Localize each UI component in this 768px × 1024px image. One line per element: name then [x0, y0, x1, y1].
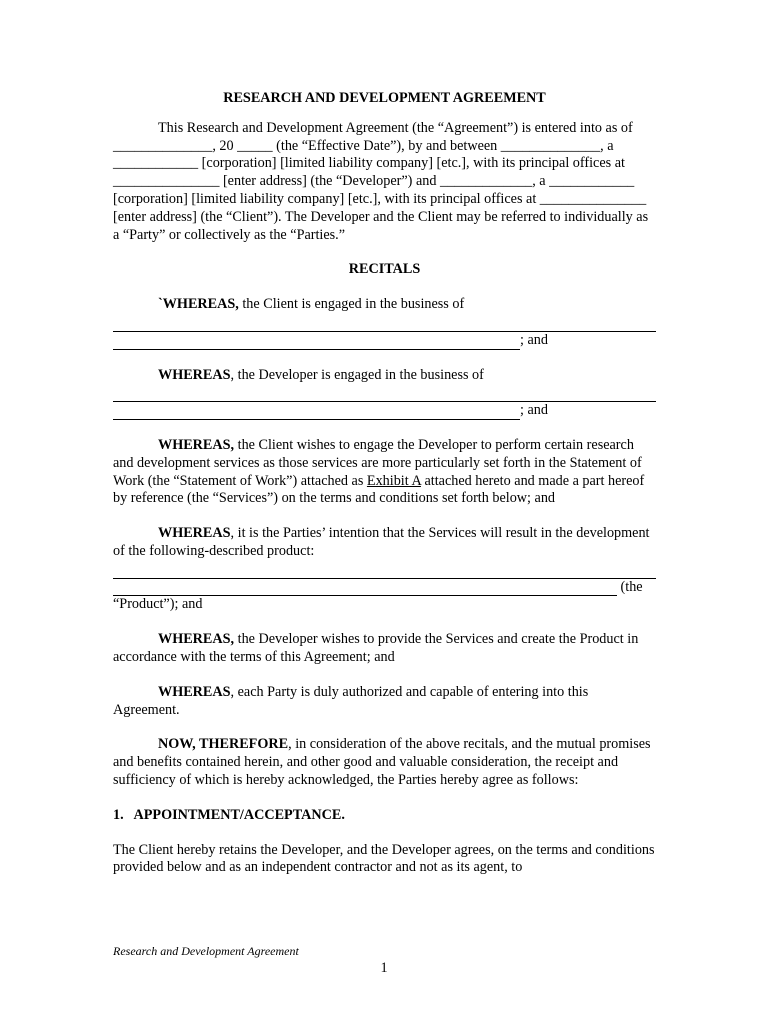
recital-after: “Product”); and	[113, 596, 203, 613]
page-number: 1	[380, 960, 388, 976]
recital-tail: ; and	[520, 402, 548, 419]
recital-lead: WHEREAS	[158, 683, 231, 700]
recital-services	[113, 437, 656, 508]
recital-product	[113, 525, 656, 614]
recital-authorized	[113, 684, 656, 720]
section-1-heading: 1. APPOINTMENT/ACCEPTANCE.	[113, 806, 345, 823]
now-therefore-text: , in consideration of the above recitals, and the mutual promises and benefits contained herein, and other good and valuable consideration, the receipt and sufficiency of which is hereby acknowledged, the Parties hereby agree as follows:	[113, 736, 651, 788]
recital-lead: WHEREAS	[158, 525, 231, 542]
recital-developer-business	[113, 367, 656, 420]
intro-paragraph: This Research and Development Agreement (the “Agreement”) is entered into as of ______________, 20 _____ (the “Effective Date”), by and between ______________, a ____________ [corporation] [limited liability company] [etc.], with its principal offices at _______________ [enter address] (the “Developer”) and _____________, a ____________ [corporation] [limited liability company] [etc.], with its principal offices at _______________ [enter address] (the “Client”). The Developer and the Client may be referred to individually as a “Party” or collectively as the “Parties.”	[113, 119, 649, 243]
section-1-text: The Client hereby retains the Developer, and the Developer agrees, on the terms and conditions provided below and as an independent contractor and not as its agent, to	[113, 841, 655, 876]
recital-text: , each Party is duly authorized and capable of entering into this Agreement.	[113, 683, 589, 718]
recital-developer-wishes	[113, 631, 656, 667]
fill-in-line	[113, 384, 656, 402]
recitals-heading: RECITALS	[348, 261, 421, 278]
fill-in-line	[113, 581, 617, 596]
fill-in-line	[113, 335, 520, 350]
recital-tail: (the	[617, 578, 643, 595]
exhibit-a-reference: Exhibit A	[366, 472, 421, 489]
recital-text: , it is the Parties’ intention that the Services will result in the development of the following-described product:	[113, 525, 650, 559]
now-therefore-lead: NOW, THEREFORE	[158, 736, 289, 753]
recital-client-business	[113, 296, 656, 349]
recital-lead: `WHEREAS,	[158, 296, 239, 313]
recital-text: attached hereto and made a part hereof by reference (the “Services”) on the terms and conditions set forth below; and	[113, 472, 645, 507]
recital-text: the Client is engaged in the business of	[238, 296, 465, 313]
fill-in-line	[113, 314, 656, 332]
recital-lead: WHEREAS	[158, 366, 231, 383]
recital-text: , the Developer is engaged in the business of	[230, 366, 484, 383]
recital-text: the Developer wishes to provide the Services and create the Product in accordance with the terms of this Agreement; and	[113, 631, 639, 665]
document-page	[113, 90, 656, 894]
footer-document-title: Research and Development Agreement	[113, 944, 299, 958]
recital-lead: WHEREAS,	[158, 436, 235, 453]
fill-in-line	[113, 561, 656, 579]
recital-lead: WHEREAS,	[158, 631, 235, 648]
fill-in-line	[113, 405, 520, 420]
document-title: RESEARCH AND DEVELOPMENT AGREEMENT	[223, 90, 546, 106]
recital-text: the Client wishes to engage the Developer to perform certain research and development services as those services are more particularly set forth in the Statement of Work (the “Statement of Work”) attached as	[113, 436, 642, 489]
now-therefore-paragraph	[113, 736, 656, 789]
recital-tail: ; and	[520, 331, 548, 348]
